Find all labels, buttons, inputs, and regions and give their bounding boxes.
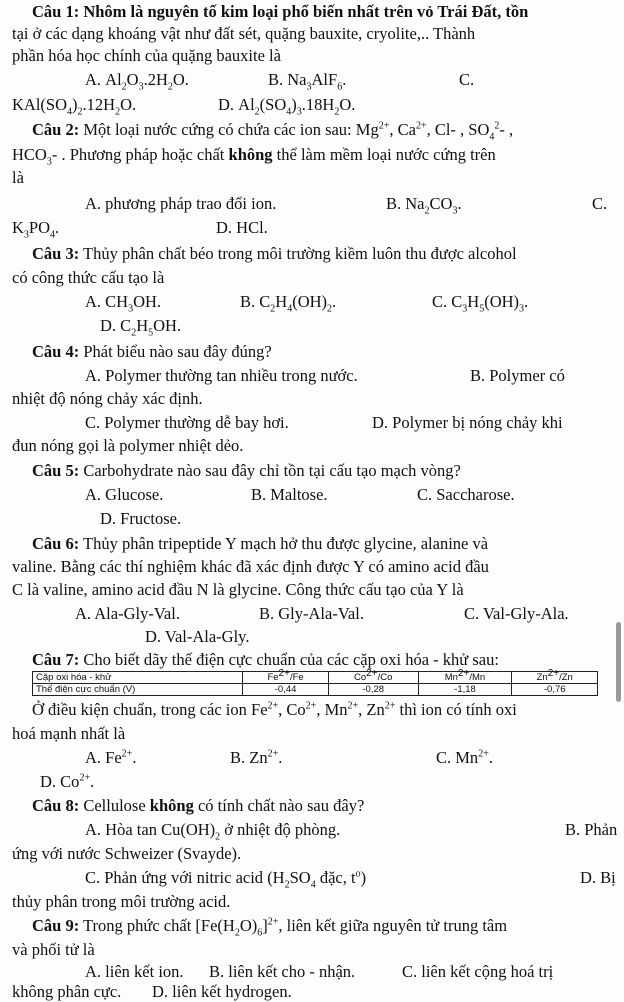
q5-option-d[interactable]: D. Fructose.: [100, 509, 182, 528]
q8-option-b[interactable]: B. Phản: [565, 820, 618, 839]
table-cell: -0,44: [243, 684, 329, 696]
q3-option-a[interactable]: A. $CH_3OH$.: [85, 292, 162, 315]
q4-option-b-cont: nhiệt độ nóng chảy xác định.: [12, 389, 203, 408]
q6-line1: Câu 6: Thủy phân tripeptide Y mạch hở thu được glycine, alanine và: [32, 534, 489, 553]
q3-line1: Câu 3: Thủy phân chất béo trong môi trường kiềm luôn thu được alcohol: [32, 244, 517, 263]
q2-line1: Câu 2: Một loại nước cứng có chứa các ion sau: $Mg^{2+}$, $Ca^{2+}$, Cl- , $SO_4^2-$ ,: [32, 120, 514, 143]
q9-option-c-cont: không phân cực.: [12, 982, 122, 1001]
table-cell: -0,28: [328, 684, 418, 696]
q2-line3: là: [12, 168, 24, 187]
table-cell: $Mn^{2+}/Mn$: [418, 672, 512, 684]
q1-option-d[interactable]: D. $Al_2(SO_4)_3.18H_2O$.: [218, 95, 356, 118]
table-row: [33, 672, 598, 684]
q6-line3: C là valine, amino acid đầu N là glycine. Công thức cấu tạo của Y là: [12, 580, 464, 599]
q7-line3: hoá mạnh nhất là: [12, 724, 126, 743]
q9-line2: và phối tử là: [12, 940, 95, 959]
q1-option-a[interactable]: A. $Al_2O_3.2H_2O$.: [85, 70, 189, 93]
scrollbar[interactable]: [616, 622, 621, 702]
q9-line1: Câu 9: Trong phức chất $[Fe(H_2O)_6]^{2+}$, liên kết giữa nguyên tử trung tâm: [32, 916, 508, 939]
q8-option-d[interactable]: D. Bị: [580, 868, 616, 887]
q1-option-c-formula: $KAl(SO_4)_2.12H_2O$.: [12, 95, 137, 118]
table-cell: -0,76: [512, 684, 598, 696]
q7-option-a[interactable]: A. $Fe^{2+}$.: [85, 748, 137, 767]
q6-line2: valine. Bằng các thí nghiệm khác đã xác định được Y có amino acid đầu: [12, 557, 489, 576]
q5-option-b[interactable]: B. Maltose.: [251, 485, 328, 504]
q6-option-b[interactable]: B. Gly-Ala-Val.: [259, 604, 364, 623]
potential-table: [32, 667, 598, 696]
q8-line3: ứng với nước Schweizer (Svayde).: [12, 844, 242, 863]
q4-option-d[interactable]: D. Polymer bị nóng chảy khi: [372, 413, 563, 432]
q8-option-c[interactable]: C. Phản ứng với nitric acid ($H_2SO_4$ đặc, $t^o$): [85, 868, 367, 891]
table-row: [33, 684, 598, 696]
q2-option-a[interactable]: A. phương pháp trao đổi ion.: [85, 194, 277, 213]
q6-option-d[interactable]: D. Val-Ala-Gly.: [145, 627, 250, 646]
q4-option-d-cont: đun nóng gọi là polymer nhiệt dẻo.: [12, 436, 244, 455]
q9-option-d[interactable]: D. liên kết hydrogen.: [152, 982, 292, 1001]
q3-option-b[interactable]: B. $C_2H_4(OH)_2$.: [240, 292, 337, 315]
q4-option-c[interactable]: C. Polymer thường dễ bay hơi.: [85, 413, 289, 432]
q1-line2: tại ở các dạng khoáng vật như đất sét, quặng bauxite, cryolite,.. Thành: [12, 24, 476, 43]
q5-option-a[interactable]: A. Glucose.: [85, 485, 164, 504]
q8-option-a[interactable]: A. Hòa $\tan Cu(OH)_2$ ở nhiệt độ phòng.: [85, 820, 341, 843]
q2-line2: $HCO_3-$ . Phương pháp hoặc chất không thể làm mềm loại nước cứng trên: [12, 145, 496, 168]
q7-line2: Ở điều kiện chuẩn, trong các ion $Fe^{2+}$, $Co^{2+}$, $Mn^{2+}$, $Zn^{2+}$ thì ion có tính oxi: [32, 700, 517, 719]
q1-line3: phần hóa học chính của quặng bauxite là: [12, 46, 281, 65]
table-cell: -1,18: [418, 684, 512, 696]
q7-option-b[interactable]: B. $Zn^{2+}$.: [230, 748, 283, 767]
q7-option-d[interactable]: D. $Co^{2+}$.: [40, 772, 95, 791]
q4-option-b[interactable]: B. Polymer có: [470, 366, 565, 385]
q7-line1: Câu 7: Cho biết dãy thế điện cực chuẩn của các cặp oxi hóa - khử sau:: [32, 650, 499, 669]
table-row-label: Thế điện cực chuẩn (V): [33, 684, 243, 696]
q9-option-b[interactable]: B. liên kết cho - nhận.: [209, 962, 356, 981]
q8-line1: Câu 8: Cellulose không có tính chất nào sau đây?: [32, 796, 365, 815]
q2-option-c-formula: $K_3PO_4$.: [12, 218, 60, 241]
q1-option-c[interactable]: C.: [459, 70, 475, 89]
q2-option-c[interactable]: C.: [592, 194, 608, 213]
q4-line1: Câu 4: Phát biểu nào sau đây đúng?: [32, 342, 272, 361]
q2-option-d[interactable]: D. HCl.: [216, 218, 268, 237]
q2-option-b[interactable]: B. $Na_2CO_3$.: [386, 194, 462, 217]
q9-option-c[interactable]: C. liên kết cộng hoá trị: [402, 962, 554, 981]
q9-option-a[interactable]: A. liên kết ion.: [85, 962, 184, 981]
q6-option-c[interactable]: C. Val-Gly-Ala.: [464, 604, 569, 623]
table-cell: $Co^{2+}/Co$: [328, 672, 418, 684]
table-cell: $Zn^{2+}/Zn$: [512, 672, 598, 684]
q5-line1: Câu 5: Carbohydrate nào sau đây chỉ tồn tại cấu tạo mạch vòng?: [32, 461, 461, 480]
table-cell: $Fe^{2+}/Fe$: [243, 672, 329, 684]
q6-option-a[interactable]: A. Ala-Gly-Val.: [75, 604, 180, 623]
q3-option-c[interactable]: C. $C_3H_5(OH)_3$.: [432, 292, 529, 315]
table-row-label: Cặp oxi hóa - khử: [33, 672, 243, 684]
q8-line5: thủy phân trong môi trường acid.: [12, 892, 231, 911]
q3-option-d[interactable]: D. $C_2H_5OH$.: [100, 316, 182, 339]
q7-option-c[interactable]: C. $Mn^{2+}$.: [436, 748, 493, 767]
q1-line1: Câu 1: Nhôm là nguyên tố kim loại phổ biến nhất trên vỏ Trái Đất, tồn: [32, 2, 529, 21]
q3-line2: có công thức cấu tạo là: [12, 268, 165, 287]
q4-option-a[interactable]: A. Polymer thường tan nhiều trong nước.: [85, 366, 358, 385]
q1-option-b[interactable]: B. $Na_3AlF_6$.: [268, 70, 347, 93]
q5-option-c[interactable]: C. Saccharose.: [417, 485, 515, 504]
